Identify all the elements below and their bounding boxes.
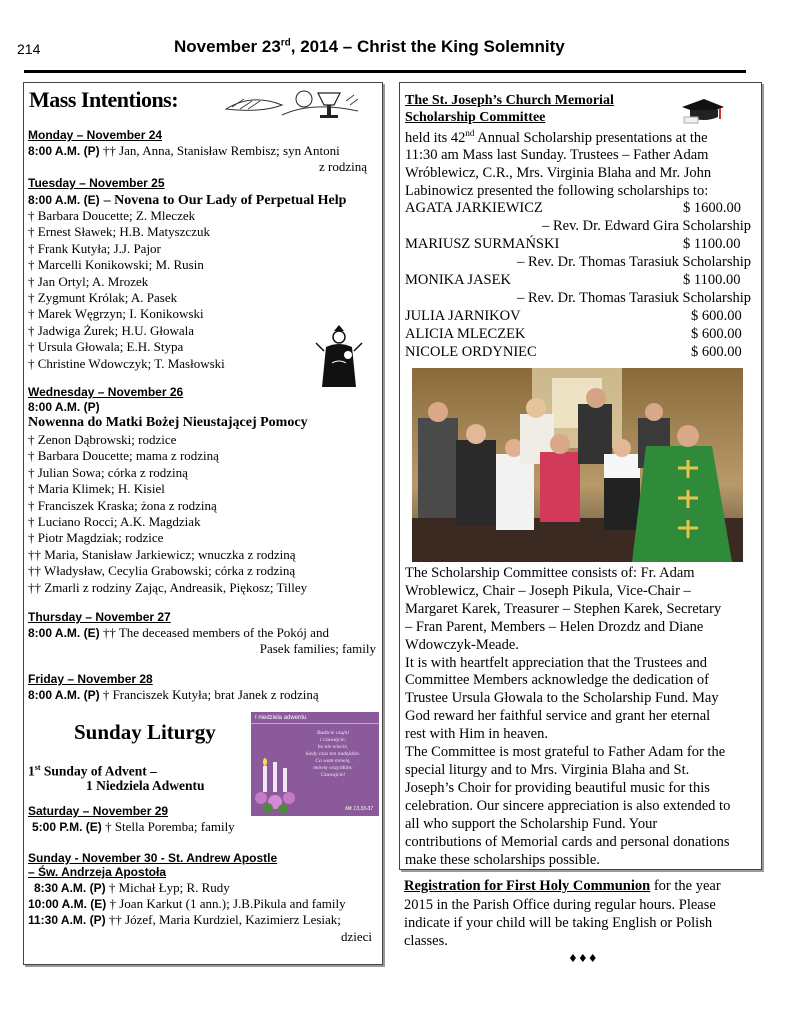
- monday-intention: 8:00 A.M. (P) †† Jan, Anna, Stanisław Rembisz; syn Antoni: [28, 143, 340, 158]
- saturday-intention: 5:00 P.M. (E) † Stella Poremba; family: [32, 819, 235, 834]
- advent-sunday-label: 1st Sunday of Advent –: [28, 763, 157, 779]
- sunday-heading-polish: – Św. Andrzeja Apostoła: [28, 865, 167, 879]
- award-sponsor: – Rev. Dr. Thomas Tarasiuk Scholarship: [517, 290, 751, 306]
- thursday-intention-cont: Pasek families; family: [259, 641, 376, 656]
- advent-card-title: I niedziela adwentu: [255, 715, 307, 721]
- award-amount: $ 600.00: [691, 308, 742, 324]
- sunday-liturgy-title: Sunday Liturgy: [74, 720, 216, 744]
- committee-paragraph: The Scholarship Committee consists of: Fr. Adam Wroblewicz, Chair – Joseph Pikula, Vice-Chair – Margaret Karek, Treasurer – Stephen Karek, Secretary – Fran Parent, Members – Helen Drozdz and Diane Wdowczyk-Meade. It is with heartfelt appreciation that the Trustees and Committee Members acknowledge the dedication of Trustee Ursula Głowala to the Scholarship Fund. May God reward her faithful service and grant her eternal rest with Him in heaven. The Committee is most grateful to Father Adam for the special liturgy and to Mrs. Virginia Blaha and St. Joseph’s Choir for providing beautiful music for this celebration. Our sincere appreciation is also extended to all who support the Scholarship Fund. Your contributions of Memorial cards and personal donations make these scholarships possible.: [405, 565, 731, 868]
- advent-candles-icon: [253, 736, 299, 816]
- title-rest: , 2014 – Christ the King Solemnity: [290, 37, 565, 56]
- award-amount: $ 1100.00: [683, 236, 741, 252]
- award-amount: $ 600.00: [691, 326, 742, 342]
- saturday-heading: Saturday – November 29: [28, 804, 169, 818]
- scholarship-panel: [399, 82, 762, 870]
- our-lady-icon: [314, 323, 364, 389]
- scholarship-intro-1: held its 42nd Annual Scholarship presentations at the: [405, 128, 708, 146]
- award-name: JULIA JARNIKOV: [405, 308, 521, 324]
- list-item: † Barbara Doucette; mama z rodziną: [28, 448, 219, 464]
- scholarship-intro: 11:30 am Mass last Sunday. Trustees – Father Adam Wróblewicz, C.R., Mrs. Virginia Blaha and Mr. John Labinowicz presented the following scholarships to:: [405, 147, 712, 199]
- list-item: † Barbara Doucette; Z. Mleczek: [28, 208, 196, 223]
- advent-card-image: [251, 712, 379, 816]
- list-item: † Marcelli Konikowski; M. Rusin: [28, 257, 204, 273]
- wednesday-novena: Nowenna do Matki Bożej Nieustającej Pomocy: [28, 415, 308, 430]
- list-item: † Ursula Głowala; E.H. Stypa: [28, 339, 184, 355]
- wednesday-list: [28, 432, 307, 596]
- list-item: † Jan Ortyl; A. Mrozek: [28, 273, 149, 289]
- communion-heading: Registration for First Holy Communion: [404, 878, 651, 894]
- award-name: ALICIA MLECZEK: [405, 326, 526, 342]
- graduation-cap-icon: [680, 95, 726, 125]
- award-sponsor: – Rev. Dr. Edward Gira Scholarship: [542, 218, 751, 234]
- tuesday-novena: 8:00 A.M. (E) – Novena to Our Lady of Perpetual Help: [28, 193, 347, 208]
- list-item: †† Władysław, Cecylia Grabowski; córka z rodziną: [28, 563, 296, 579]
- eucharist-illustration: [222, 87, 360, 121]
- friday-heading: Friday – November 28: [28, 672, 153, 686]
- award-amount: $ 600.00: [691, 344, 742, 360]
- page-number: 214: [17, 41, 41, 57]
- list-item: † Piotr Magdziak; rodzice: [28, 530, 164, 546]
- list-item: † Ernest Sławek; H.B. Matyszczuk: [28, 224, 210, 240]
- list-item: †† Zmarli z rodziny Zając, Andreasik, Piękosz; Tilley: [28, 579, 308, 595]
- list-item: † Maria Klimek; H. Kisiel: [28, 481, 165, 497]
- list-item: † Christine Wdowczyk; T. Masłowski: [28, 355, 225, 371]
- sunday-mass-1: 8:30 A.M. (P) † Michał Łyp; R. Rudy: [34, 880, 230, 895]
- list-item: † Zenon Dąbrowski; rodzice: [28, 432, 177, 447]
- wednesday-time: 8:00 A.M. (P): [28, 400, 100, 414]
- award-amount: $ 1600.00: [683, 200, 741, 216]
- title-date: November 23: [174, 37, 281, 56]
- list-item: † Zygmunt Królak; A. Pasek: [28, 290, 178, 306]
- wednesday-heading: Wednesday – November 26: [28, 385, 184, 399]
- award-name: NICOLE ORDYNIEC: [405, 344, 537, 360]
- list-item: † Marek Węgrzyn; I. Konikowski: [28, 306, 204, 322]
- advent-card-ref: Mk 13,33-37: [345, 806, 373, 812]
- scholarship-group-photo: [412, 368, 743, 562]
- list-item: † Julian Sowa; córka z rodziną: [28, 464, 188, 480]
- advent-polish-label: 1 Niedziela Adwentu: [86, 778, 205, 793]
- tuesday-heading: Tuesday – November 25: [28, 176, 165, 190]
- list-item: † Frank Kutyła; J.J. Pajor: [28, 240, 161, 256]
- title-date-suffix: rd: [280, 37, 291, 49]
- award-name: MARIUSZ SURMAŃSKI: [405, 236, 560, 252]
- friday-intention: 8:00 A.M. (P) † Franciszek Kutyła; brat Janek z rodziną: [28, 687, 319, 702]
- list-item: †† Maria, Stanisław Jarkiewicz; wnuczka z rodziną: [28, 546, 296, 562]
- award-amount: $ 1100.00: [683, 272, 741, 288]
- award-name: MONIKA JASEK: [405, 272, 511, 288]
- award-name: AGATA JARKIEWICZ: [405, 200, 543, 216]
- advent-card-verse: Budźcie czujni i czuwajcie, bo nie wiecie, kiedy czas ten nadejdzie. Co wam mówię, mówię wszystkim: Czuwajcie!: [305, 730, 361, 778]
- communion-paragraph: 2015 in the Parish Office during regular hours. Please indicate if your child will be taking English or Polish classes.: [404, 897, 716, 949]
- ornament-diamonds: ♦♦♦: [568, 952, 598, 965]
- sunday-mass-2: 10:00 A.M. (E) † Joan Karkut (1 ann.); J.B.Pikula and family: [28, 896, 346, 911]
- tuesday-list: [28, 208, 225, 372]
- scholarship-title: The St. Joseph’s Church Memorial: [405, 93, 614, 108]
- sunday-heading: Sunday - November 30 - St. Andrew Apostle: [28, 851, 278, 865]
- monday-intention-cont: z rodziną: [318, 159, 367, 174]
- list-item: † Jadwiga Żurek; H.U. Głowala: [28, 322, 195, 338]
- header-rule: [24, 70, 746, 73]
- thursday-intention: 8:00 A.M. (E) †† The deceased members of the Pokój and: [28, 625, 329, 640]
- list-item: † Luciano Rocci; A.K. Magdziak: [28, 514, 201, 530]
- list-item: † Franciszek Kraska; żona z rodziną: [28, 497, 217, 513]
- communion-first-line: Registration for First Holy Communion for the year: [404, 878, 721, 894]
- mass-intentions-panel: [23, 82, 383, 965]
- scholarship-title-2: Scholarship Committee: [405, 110, 546, 125]
- sunday-mass-3-cont: dzieci: [340, 929, 372, 944]
- mass-intentions-title: Mass Intentions:: [29, 87, 179, 112]
- sunday-mass-3: 11:30 A.M. (P) †† Józef, Maria Kurdziel, Kazimierz Lesiak;: [28, 912, 341, 927]
- thursday-heading: Thursday – November 27: [28, 610, 171, 624]
- monday-heading: Monday – November 24: [28, 128, 163, 142]
- page-title: [174, 37, 565, 57]
- award-sponsor: – Rev. Dr. Thomas Tarasiuk Scholarship: [517, 254, 751, 270]
